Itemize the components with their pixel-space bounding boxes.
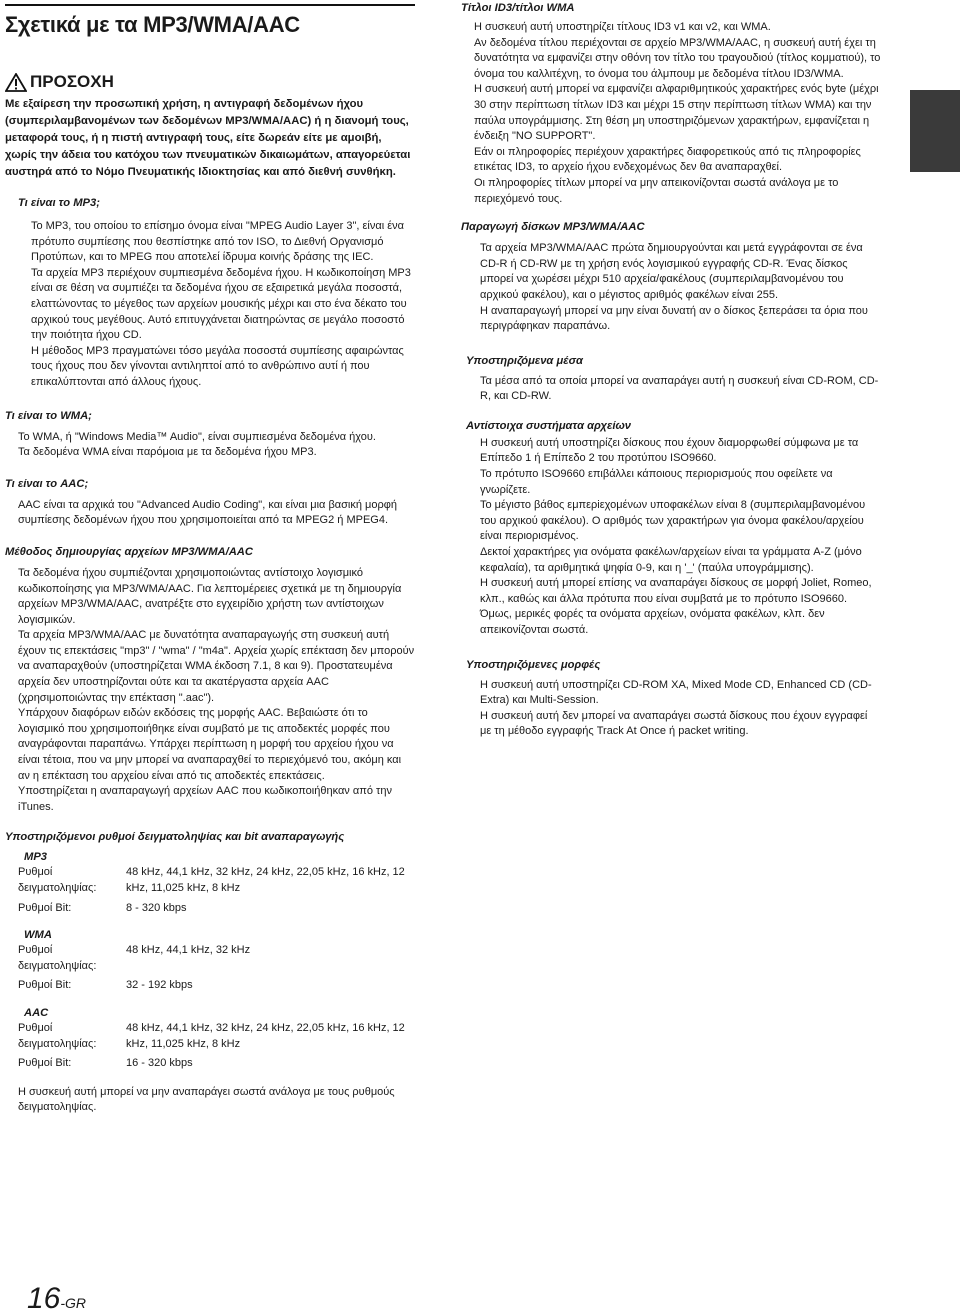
aac-paragraph: AAC είναι τα αρχικά του "Advanced Audio Coding", και είναι μια βασική μορφή συμπίεσης δεδομένων ήχου που χρησιμοποιείται από τα MPEG2 ή MPEG4. [18, 498, 398, 527]
production-paragraph: Η αναπαραγωγή μπορεί να μην είναι δυνατή αν ο δίσκος ξεπεράσει τα όρια που περιγράφηκαν παραπάνω. [480, 304, 868, 333]
wma-heading: Τι είναι το WMA; [5, 409, 92, 422]
rates-row [18, 1056, 415, 1072]
filesystems-paragraph: Το πρότυπο ISO9660 επιβάλλει κάποιους περιορισμούς που οφείλετε να γνωρίζετε. [480, 468, 833, 496]
filesystems-paragraph: Η συσκευή αυτή μπορεί επίσης να αναπαράγει δίσκους σε μορφή Joliet, Romeo, κλπ., καθώς και άλλα πρότυπα που είναι συμβατά με το πρότυπο ISO9660. Όμως, μερικές φορές τα ονόματα αρχείων, ονόματα φακέλων, κλπ. δεν απεικονίζονται σωστά. [480, 577, 872, 636]
chapter-tab [910, 90, 960, 172]
creation-heading: Μέθοδος δημιουργίας αρχείων MP3/WMA/AAC [5, 545, 253, 558]
left-column [5, 0, 415, 1116]
media-heading: Υποστηριζόμενα μέσα [466, 354, 583, 367]
mp3-paragraph: Τα αρχεία MP3 περιέχουν συμπιεσμένα δεδομένα ήχου. Η κωδικοποίηση MP3 είναι σε θέση να συμπιέζει τα δεδομένα ήχου σε εξαιρετικά μεγάλα ποσοστά, ελαττώνοντας το μέγεθος των αρχείων μουσικής μέχρι και στο ένα δέκατο του αρχικού τους μεγέθους. Αυτό επιτυγχάνεται διατηρώντας σε μεγάλο ποσοστό την ποιότητα ήχου CD. [31, 266, 411, 342]
id3-paragraph: Η συσκευή αυτή υποστηρίζει τίτλους ID3 v1 και v2, και WMA. [474, 21, 771, 33]
rates-row [18, 901, 415, 917]
mp3-heading: Τι είναι το MP3; [18, 197, 100, 209]
bit-label: Ρυθμοί Bit: [18, 1057, 72, 1070]
section-aac [5, 476, 415, 529]
warning-heading [5, 72, 415, 92]
creation-paragraph: Τα δεδομένα ήχου συμπιέζονται χρησιμοποιώντας αντίστοιχο λογισμικό κωδικοποίησης για MP3/WMA/AAC. Για λεπτομέρειες σχετικά με τη δημιουργία αρχείων MP3/WMA/AAC, ανατρέξτε στο εγχειρίδιο χρήστη των αντίστοιχων λογισμικών. [18, 566, 402, 626]
rates-heading: Υποστηριζόμενοι ρυθμοί δειγματοληψίας και bit αναπαραγωγής [5, 831, 345, 844]
page-number-value: 16 [27, 1282, 61, 1315]
rates-note: Η συσκευή αυτή μπορεί να μην αναπαράγει σωστά ανάλογα με τους ρυθμούς δειγματοληψίας. [18, 1085, 395, 1114]
sampling-label: Ρυθμοί δειγματοληψίας: [18, 866, 97, 894]
id3-heading: Τίτλοι ID3/τίτλοι WMA [461, 2, 575, 14]
bit-label: Ρυθμοί Bit: [18, 979, 72, 992]
formats-paragraph: Η συσκευή αυτή υποστηρίζει CD-ROM XA, Mixed Mode CD, Enhanced CD (CD-Extra) και Multi-Session. [480, 678, 872, 707]
section-production [461, 219, 881, 335]
sampling-value: 48 kHz, 44,1 kHz, 32 kHz, 24 kHz, 22,05 kHz, 16 kHz, 12 kHz, 11,025 kHz, 8 kHz [126, 866, 405, 894]
creation-paragraph: Τα αρχεία MP3/WMA/AAC με δυνατότητα αναπαραγωγής στη συσκευή αυτή έχουν τις επεκτάσεις "mp3" / "wma" / "m4a". Αρχεία χωρίς επέκταση δεν μπορούν να αναπαραχθούν (υποστηρίζεται WMA έκδοση 7.1, 8 και 9). Προστατευμένα αρχεία δεν υποστηρίζονται ούτε και τα ακατέργαστα αρχεία AAC (χρησιμοποιώντας την επέκταση ".aac"). [18, 629, 415, 704]
mp3-paragraph: Το MP3, του οποίου το επίσημο όνομα είναι "MPEG Audio Layer 3", είναι ένα πρότυπο συμπίεσης που θεσπίστηκε από τον ISO, το Διεθνή Οργανισμό Προτύπων, και το MPEG που αποτελεί ίδρυμα κοινής δράσης της IEC. [31, 220, 404, 264]
sampling-label: Ρυθμοί δειγματοληψίας: [18, 1021, 97, 1050]
id3-paragraph: Η συσκευή αυτή μπορεί να εμφανίζει αλφαριθμητικούς χαρακτήρες ενός byte (μέχρι 30 στην περίπτωση τίτλων ID3 και μέχρι 15 στην περίπτωση τίτλων WMA) και την παύλα υπογράμμισης. Στη θέση μη υποστηριζόμενων χαρακτήρων, εμφανίζεται η ένδειξη "NO SUPPORT". [474, 83, 879, 143]
sampling-label: Ρυθμοί δειγματοληψίας: [18, 944, 97, 972]
rates-group-name: WMA [24, 929, 52, 942]
section-creation [5, 544, 415, 816]
rates-row [18, 1021, 415, 1052]
section-wma [5, 408, 415, 461]
sampling-value: 48 kHz, 44,1 kHz, 32 kHz [126, 944, 251, 957]
id3-paragraph: Αν δεδομένα τίτλου περιέχονται σε αρχείο MP3/WMA/AAC, η συσκευή αυτή έχει τη δυνατότητα να εμφανίζει στην οθόνη τον τίτλο του τραγουδιού (τίτλος κομματιού), το όνομα του καλλιτέχνη, το όνομα του άλμπουμ με δεδομένα τίτλου ID3/WMA. [474, 36, 881, 80]
media-paragraph: Τα μέσα από τα οποία μπορεί να αναπαράγει αυτή η συσκευή είναι CD-ROM, CD-R, και CD-RW. [480, 374, 879, 403]
creation-paragraph: Υποστηρίζεται η αναπαραγωγή αρχείων AAC που κωδικοποιήθηκαν από την iTunes. [18, 785, 392, 813]
bit-value: 8 - 320 kbps [126, 901, 187, 914]
filesystems-paragraph: Δεκτοί χαρακτήρες για ονόματα φακέλων/αρχείων είναι τα γράμματα A-Z (μόνο κεφαλαία), τα αριθμητικά ψηφία 0-9, και η '_' (παύλα υπογράμμισης). [480, 546, 862, 574]
wma-paragraph: Το WMA, ή "Windows Media™ Audio", είναι συμπιεσμένα δεδομένα ήχου. [18, 430, 376, 443]
section-mp3 [5, 195, 415, 391]
right-column [461, 0, 881, 740]
formats-heading: Υποστηριζόμενες μορφές [466, 658, 601, 671]
rates-row [18, 865, 415, 896]
id3-paragraph: Οι πληροφορίες τίτλων μπορεί να μην απεικονίζονται σωστά ανάλογα με το περιεχόμενό τους. [474, 176, 839, 205]
id3-paragraph: Εάν οι πληροφορίες περιέχουν χαρακτήρες διαφορετικούς από τις πληροφορίες ετικέτας ID3, το αρχείο ήχου ενδεχομένως δεν θα αναπαραχθεί. [474, 145, 861, 174]
page-title: Σχετικά με τα MP3/WMA/AAC [5, 12, 300, 37]
bit-value: 32 - 192 kbps [126, 979, 193, 992]
filesystems-paragraph: Η συσκευή αυτή υποστηρίζει δίσκους που έχουν διαμορφωθεί σύμφωνα με τα Επίπεδο 1 ή Επίπεδο 2 του προτύπου ISO9660. [480, 436, 859, 465]
rates-table [5, 849, 415, 1071]
warning-triangle-icon [5, 73, 27, 92]
rates-row [18, 978, 415, 994]
rates-group-name: AAC [24, 1006, 49, 1019]
rates-group-name: MP3 [24, 851, 48, 864]
section-media [461, 353, 881, 405]
production-heading: Παραγωγή δίσκων MP3/WMA/AAC [461, 221, 645, 234]
warning-heading-text: ΠΡΟΣΟΧΗ [30, 72, 114, 91]
filesystems-paragraph: Το μέγιστο βάθος εμπερiεχομένων υποφακέλων είναι 8 (συμπεριλαμβανομένου του αρχικού φακέλου). Ο αριθμός των χαρακτήρων για όνομα φακέλου/αρχείου είναι περιορισμένος. [480, 499, 866, 543]
wma-paragraph: Τα δεδομένα WMA είναι παρόμοια με τα δεδομένα ήχου MP3. [18, 446, 317, 459]
production-paragraph: Τα αρχεία MP3/WMA/AAC πρώτα δημιουργούνται και μετά εγγράφονται σε ένα CD-R ή CD-RW με τη χρήση ενός λογισμικού εγγραφής CD-R. Ένας δίσκος μπορεί να χωρέσει μέχρι 510 αρχεία/φακέλους (συμπεριλαμβανομένου του αρχικού φακέλου), και ο μέγιστος αριθμός φακέλων είναι 255. [480, 242, 863, 301]
warning-text: Με εξαίρεση την προσωπική χρήση, η αντιγραφή δεδομένων ήχου (συμπεριλαμβανομένων των δεδομένων MP3/WMA/AAC) ή η διανομή τους, μεταφορά τους, ή η πιστή αντιγραφή τους, είτε δωρεάν είτε με αμοιβή, χωρίς την άδεια του κατόχου των πνευματικών δικαιωμάτων, απαγορεύεται αυστηρά από το Νόμο Πνευματικής Ιδιοκτησίας και από διεθνή συνθήκη. [5, 98, 411, 178]
section-formats [461, 657, 881, 740]
bit-label: Ρυθμοί Bit: [18, 901, 72, 914]
page-number [27, 1282, 86, 1316]
formats-paragraph: Η συσκευή αυτή δεν μπορεί να αναπαράγει σωστά δίσκους που έχουν εγγραφεί με τη μέθοδο εγγραφής Track At Once ή packet writing. [480, 709, 868, 738]
section-id3 [461, 0, 881, 207]
rates-row [18, 943, 415, 974]
title-rule [5, 4, 415, 6]
section-rates [5, 829, 415, 1116]
sampling-value: 48 kHz, 44,1 kHz, 32 kHz, 24 kHz, 22,05 kHz, 16 kHz, 12 kHz, 11,025 kHz, 8 kHz [126, 1021, 405, 1050]
page-number-suffix: -GR [60, 1295, 87, 1311]
filesystems-heading: Αντίστοιχα συστήματα αρχείων [466, 419, 631, 432]
aac-heading: Τι είναι το AAC; [5, 477, 89, 490]
bit-value: 16 - 320 kbps [126, 1057, 193, 1070]
mp3-paragraph: Η μέθοδος MP3 πραγματώνει τόσο μεγάλα ποσοστά συμπίεσης αφαιρώντας τους ήχους που δεν γίνονται αντιληπτοί από το ανθρώπινο αυτί ή που επικαλύπτονται από άλλους ήχους. [31, 344, 404, 388]
creation-paragraph: Υπάρχουν διαφόρων ειδών εκδόσεις της μορφής AAC. Βεβαιώστε ότι το λογισμικό που χρησιμοποιήθηκε είναι συμβατό με τις αποδεκτές μορφές που αναγράφονται παραπάνω. Υπάρχει περίπτωση η μορφή του αρχείου ήχου να είναι τέτοια, που να μην μπορεί να αναπαραχθεί το περιεχόμενό του, ακόμη και αν η επέκταση του αρχείου είναι από τις αποδεκτές επεκτάσεις. [18, 707, 402, 782]
section-filesystems [461, 418, 881, 639]
